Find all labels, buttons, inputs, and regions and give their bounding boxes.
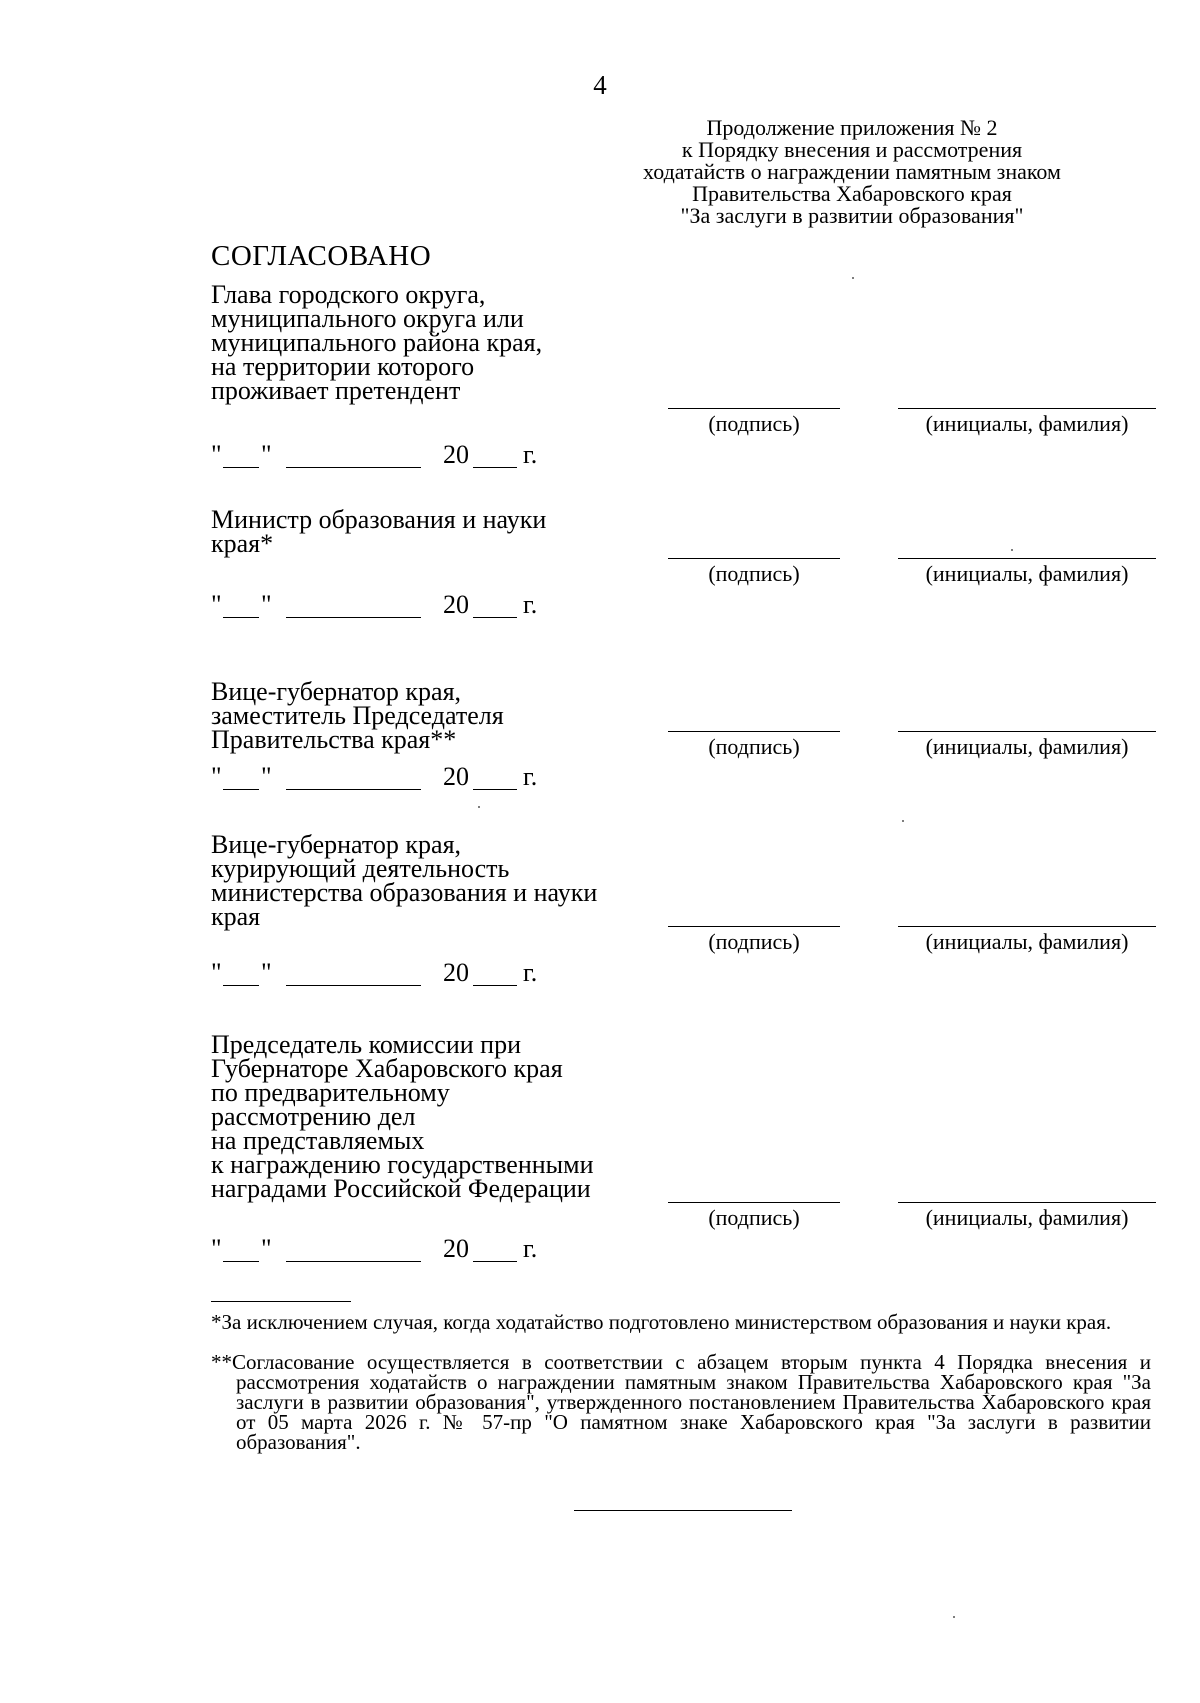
signer-line: министерства образования и науки (211, 878, 598, 907)
signer-line: к награждению государственными (211, 1150, 594, 1179)
signer-line: Вице-губернатор края, (211, 830, 462, 859)
year-prefix: 20 (443, 440, 469, 469)
signer-line: Правительства края** (211, 725, 457, 754)
year-suffix: г. (523, 958, 538, 987)
date-row (211, 590, 551, 620)
quote-close: " (261, 958, 272, 987)
quote-open: " (211, 590, 222, 619)
day-blank (223, 789, 259, 790)
page-number: 4 (593, 70, 607, 100)
year-blank (473, 467, 517, 468)
signer-title (211, 280, 543, 405)
quote-close: " (261, 1234, 272, 1263)
appendix-line: ходатайств о награждении памятным знаком (643, 159, 1061, 184)
month-blank (286, 617, 421, 618)
signature-label: (подпись) (708, 1205, 800, 1230)
quote-close: " (261, 440, 272, 469)
year-prefix: 20 (443, 958, 469, 987)
quote-open: " (211, 762, 222, 791)
signer-line: по предварительному (211, 1078, 450, 1107)
year-blank (473, 1261, 517, 1262)
signer-line: наградами Российской Федерации (211, 1174, 591, 1203)
signer-title (211, 505, 547, 558)
year-suffix: г. (523, 590, 538, 619)
footnote: *За исключением случая, когда ходатайство подготовлено министерством образования и науки края. (211, 1310, 1112, 1334)
scan-speck (953, 1616, 955, 1618)
month-blank (286, 985, 421, 986)
approved-title: СОГЛАСОВАНО (211, 240, 432, 272)
signer-line: Министр образования и науки (211, 505, 547, 534)
appendix-line: Правительства Хабаровского края (692, 181, 1012, 206)
signer-line: муниципального района края, (211, 328, 543, 357)
signer-line: рассмотрению дел (211, 1102, 416, 1131)
day-blank (223, 467, 259, 468)
signer-line: Вице-губернатор края, (211, 677, 462, 706)
signer-line: Председатель комиссии при (211, 1030, 522, 1059)
year-prefix: 20 (443, 1234, 469, 1263)
signature-line (668, 731, 840, 732)
signer-title (211, 1030, 594, 1203)
date-row (211, 440, 551, 470)
signer-title (211, 830, 598, 931)
end-line (574, 1510, 792, 1511)
signature-label: (подпись) (708, 734, 800, 759)
signer-title (211, 677, 504, 754)
year-prefix: 20 (443, 762, 469, 791)
scan-speck (852, 277, 854, 279)
signer-line: заместитель Председателя (211, 701, 504, 730)
name-label: (инициалы, фамилия) (925, 411, 1129, 436)
quote-open: " (211, 1234, 222, 1263)
name-line (898, 558, 1156, 559)
signer-line: курирующий деятельность (211, 854, 510, 883)
signer-line: на территории которого (211, 352, 475, 381)
name-label: (инициалы, фамилия) (925, 561, 1129, 586)
signature-line (668, 926, 840, 927)
signature-label: (подпись) (708, 411, 800, 436)
name-label: (инициалы, фамилия) (925, 929, 1129, 954)
appendix-header (592, 117, 1112, 227)
name-line (898, 731, 1156, 732)
year-suffix: г. (523, 1234, 538, 1263)
year-blank (473, 617, 517, 618)
name-label: (инициалы, фамилия) (925, 1205, 1129, 1230)
day-blank (223, 1261, 259, 1262)
appendix-line: Продолжение приложения № 2 (706, 115, 998, 140)
date-row (211, 1234, 551, 1264)
name-line (898, 1202, 1156, 1203)
name-line (898, 408, 1156, 409)
signer-line: проживает претендент (211, 376, 461, 405)
quote-close: " (261, 590, 272, 619)
appendix-line: к Порядку внесения и рассмотрения (681, 137, 1023, 162)
year-blank (473, 789, 517, 790)
month-blank (286, 1261, 421, 1262)
signature-line (668, 558, 840, 559)
signer-line: на представляемых (211, 1126, 425, 1155)
name-line (898, 926, 1156, 927)
signature-label: (подпись) (708, 561, 800, 586)
scan-speck (1011, 549, 1013, 551)
day-blank (223, 617, 259, 618)
signature-line (668, 1202, 840, 1203)
signer-line: Глава городского округа, (211, 280, 486, 309)
quote-close: " (261, 762, 272, 791)
scan-speck (478, 806, 480, 808)
year-suffix: г. (523, 440, 538, 469)
year-suffix: г. (523, 762, 538, 791)
day-blank (223, 985, 259, 986)
date-row (211, 958, 551, 988)
month-blank (286, 789, 421, 790)
footnote-separator (211, 1301, 351, 1302)
signature-label: (подпись) (708, 929, 800, 954)
signer-line: муниципального округа или (211, 304, 524, 333)
signer-line: края (211, 902, 261, 931)
year-prefix: 20 (443, 590, 469, 619)
scan-speck (902, 820, 904, 822)
signer-line: Губернаторе Хабаровского края (211, 1054, 563, 1083)
month-blank (286, 467, 421, 468)
quote-open: " (211, 440, 222, 469)
signature-line (668, 408, 840, 409)
quote-open: " (211, 958, 222, 987)
footnote: **Согласование осуществляется в соответствии с абзацем вторым пункта 4 Порядка внесения и рассмотрения ходатайств о награждении памятным знаком Правительства Хабаровского края "За заслуги в развитии образования", утвержденного постановлением Правительства Хабаровского края от 05 марта 2026 г. № 57-пр "О памятном знаке Хабаровского края "За заслуги в развитии образования". (211, 1350, 1151, 1454)
name-label: (инициалы, фамилия) (925, 734, 1129, 759)
date-row (211, 762, 551, 792)
year-blank (473, 985, 517, 986)
signer-line: края* (211, 529, 274, 558)
appendix-line: "За заслуги в развитии образования" (680, 203, 1024, 228)
